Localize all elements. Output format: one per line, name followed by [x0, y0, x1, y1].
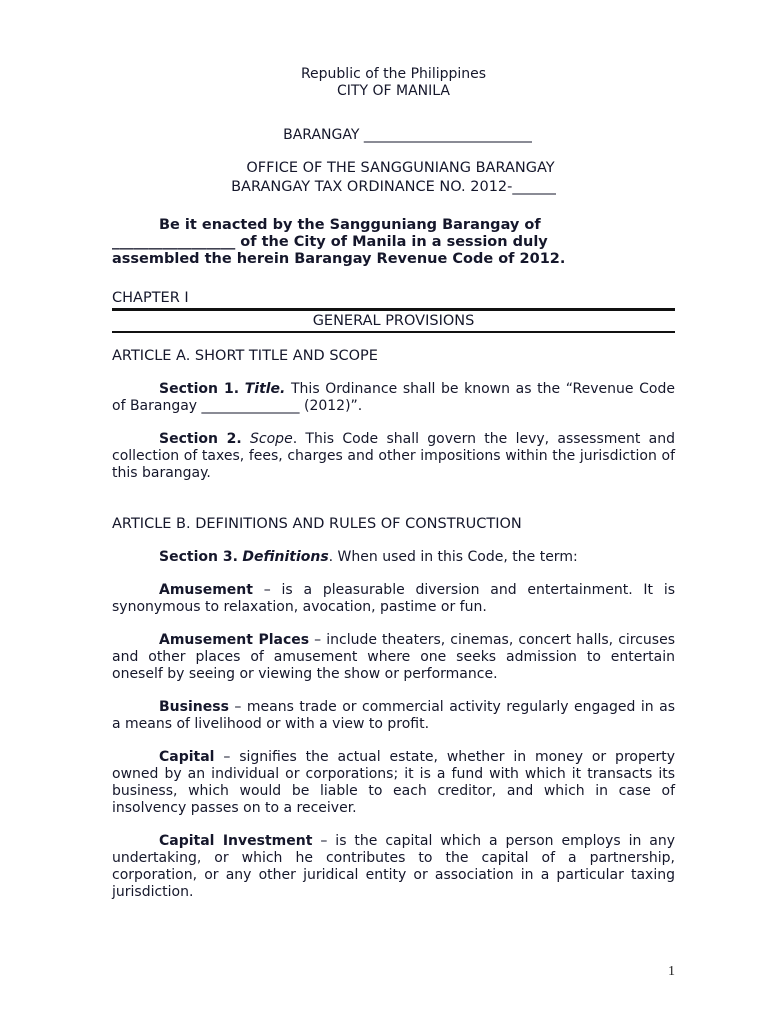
chapter-title: GENERAL PROVISIONS [312, 313, 475, 329]
republic-heading: Republic of the Philippines [300, 66, 487, 82]
article-b-title: ARTICLE B. DEFINITIONS AND RULES OF CONSTRUCTION [112, 516, 522, 532]
office-title: OFFICE OF THE SANGGUNIANG BARANGAY [246, 160, 555, 176]
definition-capital [112, 749, 675, 817]
definition-text: – means trade or commercial activity regularly engaged in as a means of livelihood or with a view to profit. [112, 699, 675, 732]
thin-divider [112, 331, 675, 333]
chapter-label: CHAPTER I [112, 290, 189, 306]
section-text: This Ordinance shall be known as the “Revenue Code of Barangay ______________ (2012)”. [112, 381, 676, 414]
definition-text: – signifies the actual estate, whether in money or property owned by an individual or corporations; it is a fund with which it transacts its business, which would be liable to each creditor, and which in case of insolvency passes on to a receiver. [112, 749, 675, 816]
definition-capital-investment [112, 833, 675, 901]
page-number: 1 [668, 964, 675, 979]
definition-amusement [112, 582, 675, 616]
section-3 [112, 549, 675, 566]
section-text: . This Code shall govern the levy, assessment and collection of taxes, fees, charges and other impositions within the jurisdiction of this barangay. [112, 431, 675, 481]
city-heading: CITY OF MANILA [337, 83, 450, 99]
barangay-line: BARANGAY ________________________ [283, 127, 532, 143]
section-label: Section 3. [159, 549, 238, 565]
enactment-clause [112, 217, 675, 268]
definition-term: Amusement [159, 582, 253, 598]
enactment-line-2: _________________ of the City of Manila in a session duly [112, 234, 548, 250]
definition-text: – is a pleasurable diversion and entertainment. It is synonymous to relaxation, avocation, pastime or fun. [112, 582, 675, 615]
definition-term: Amusement Places [159, 632, 310, 648]
definition-text: – is the capital which a person employs in any undertaking, or which he contributes to the capital of a partnership, corporation, or any other juridical entity or association in a particular taxing jurisdiction. [112, 833, 676, 900]
definition-term: Capital Investment [159, 833, 313, 849]
section-label: Section 2. [159, 431, 242, 447]
article-a-title: ARTICLE A. SHORT TITLE AND SCOPE [112, 348, 378, 364]
definition-text: – include theaters, cinemas, concert halls, circuses and other places of amusement where one seeks admission to entertain oneself by seeing or viewing the show or performance. [112, 632, 675, 682]
office-heading [112, 159, 675, 197]
definition-amusement-places [112, 632, 675, 683]
enactment-line-3: assembled the herein Barangay Revenue Code of 2012. [112, 251, 566, 267]
section-term: Title. [244, 381, 286, 397]
definition-term: Business [159, 699, 229, 715]
document-page [112, 66, 675, 901]
section-term: Scope [250, 431, 293, 447]
definition-term: Capital [159, 749, 215, 765]
enactment-line-1: Be it enacted by the Sangguniang Barangay of [159, 217, 541, 233]
ordinance-number: BARANGAY TAX ORDINANCE NO. 2012-______ [231, 179, 556, 195]
section-text: . When used in this Code, the term: [328, 549, 578, 565]
section-label: Section 1. [159, 381, 240, 397]
definition-business [112, 699, 675, 733]
section-term: Definitions [242, 549, 329, 565]
section-2 [112, 431, 675, 482]
section-1 [112, 381, 675, 415]
